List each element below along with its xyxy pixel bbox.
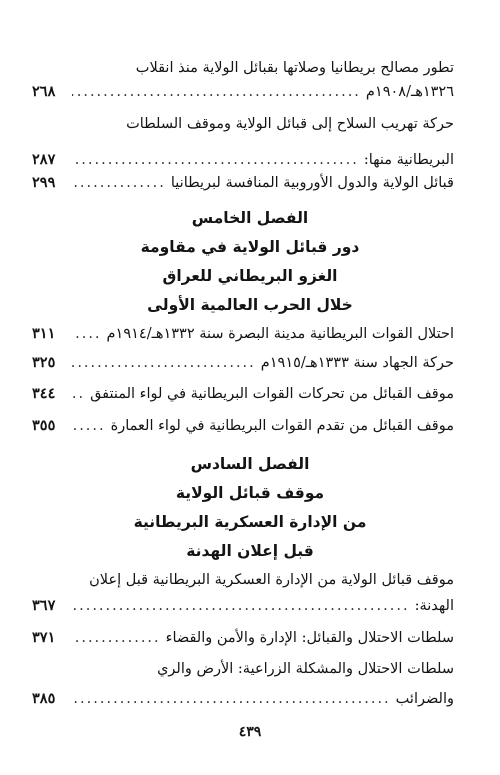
entry-line: موقف القبائل من تقدم القوات البريطانية في لواء العمارة bbox=[110, 418, 454, 434]
toc-entry bbox=[32, 171, 454, 195]
entry-line: سلطات الاحتلال والقبائل: الإدارة والأمن والقضاء bbox=[165, 630, 454, 646]
page-number: ٣٥٥ bbox=[32, 417, 56, 434]
entry-line: البريطانية منها: bbox=[363, 152, 454, 168]
page-number: ٣٤٤ bbox=[32, 385, 56, 402]
entry-line: والضرائب bbox=[395, 691, 454, 707]
chapter-heading bbox=[0, 204, 500, 320]
chapter-subtitle-line: من الإدارة العسكرية البريطانية bbox=[133, 513, 367, 531]
entry-line: الهدنة: bbox=[414, 598, 454, 614]
page-folio: ٤٣٩ bbox=[238, 724, 262, 740]
dot-leader bbox=[72, 80, 366, 104]
toc-entry bbox=[32, 56, 454, 104]
page-number: ٣٢٥ bbox=[32, 354, 56, 371]
page-number: ٣٨٥ bbox=[32, 690, 56, 707]
page-number: ٣١١ bbox=[32, 325, 56, 342]
dot-leader bbox=[72, 414, 111, 438]
dot-leader bbox=[72, 148, 364, 172]
toc-entry bbox=[32, 351, 454, 375]
entry-line: احتلال القوات البريطانية مدينة البصرة سنة ١٣٣٢هـ/١٩١٤م bbox=[106, 326, 454, 342]
toc-entry bbox=[32, 657, 454, 711]
toc-entry bbox=[32, 414, 454, 438]
toc-entry bbox=[32, 322, 454, 346]
toc-entry bbox=[32, 382, 454, 406]
toc-entry bbox=[32, 568, 454, 618]
toc-entry bbox=[32, 112, 454, 172]
page-number: ٣٧١ bbox=[32, 629, 56, 646]
chapter-subtitle-line: قبل إعلان الهدنة bbox=[186, 542, 314, 560]
chapter-subtitle-line: خلال الحرب العالمية الأولى bbox=[147, 296, 353, 314]
chapter-heading bbox=[0, 450, 500, 566]
entry-line: موقف القبائل من تحركات القوات البريطانية في لواء المنتفق bbox=[90, 386, 454, 402]
dot-leader bbox=[72, 171, 171, 195]
dot-leader bbox=[72, 626, 166, 650]
entry-line: حركة الجهاد سنة ١٣٣٣هـ/١٩١٥م bbox=[260, 355, 454, 371]
dot-leader bbox=[72, 322, 107, 346]
entry-line: سلطات الاحتلال والمشكلة الزراعية: الأرض والري bbox=[157, 661, 454, 677]
chapter-subtitle-line: موقف قبائل الولاية bbox=[175, 484, 325, 502]
chapter-subtitle-line: الغزو البريطاني للعراق bbox=[162, 267, 338, 285]
toc-entry bbox=[32, 626, 454, 650]
entry-line: قبائل الولاية والدول الأوروبية المنافسة لبريطانيا bbox=[170, 175, 454, 191]
page-number: ٢٦٨ bbox=[32, 83, 56, 100]
dot-leader bbox=[72, 382, 90, 406]
entry-line: ١٣٢٦هـ/١٩٠٨م bbox=[365, 84, 454, 100]
page-number: ٢٩٩ bbox=[32, 174, 56, 191]
entry-line: موقف قبائل الولاية من الإدارة العسكرية البريطانية قبل إعلان bbox=[89, 572, 454, 588]
entry-line: حركة تهريب السلاح إلى قبائل الولاية وموقف السلطات bbox=[126, 116, 454, 132]
entry-line: تطور مصالح بريطانيا وصلاتها بقبائل الولاية منذ انقلاب bbox=[135, 60, 454, 76]
page-number: ٢٨٧ bbox=[32, 151, 56, 168]
dot-leader bbox=[72, 687, 396, 711]
dot-leader bbox=[72, 594, 415, 618]
chapter-subtitle-line: دور قبائل الولاية في مقاومة bbox=[140, 238, 360, 256]
chapter-title: الفصل السادس bbox=[190, 455, 310, 473]
page-number: ٣٦٧ bbox=[32, 597, 56, 614]
chapter-title: الفصل الخامس bbox=[191, 209, 309, 227]
dot-leader bbox=[72, 351, 261, 375]
